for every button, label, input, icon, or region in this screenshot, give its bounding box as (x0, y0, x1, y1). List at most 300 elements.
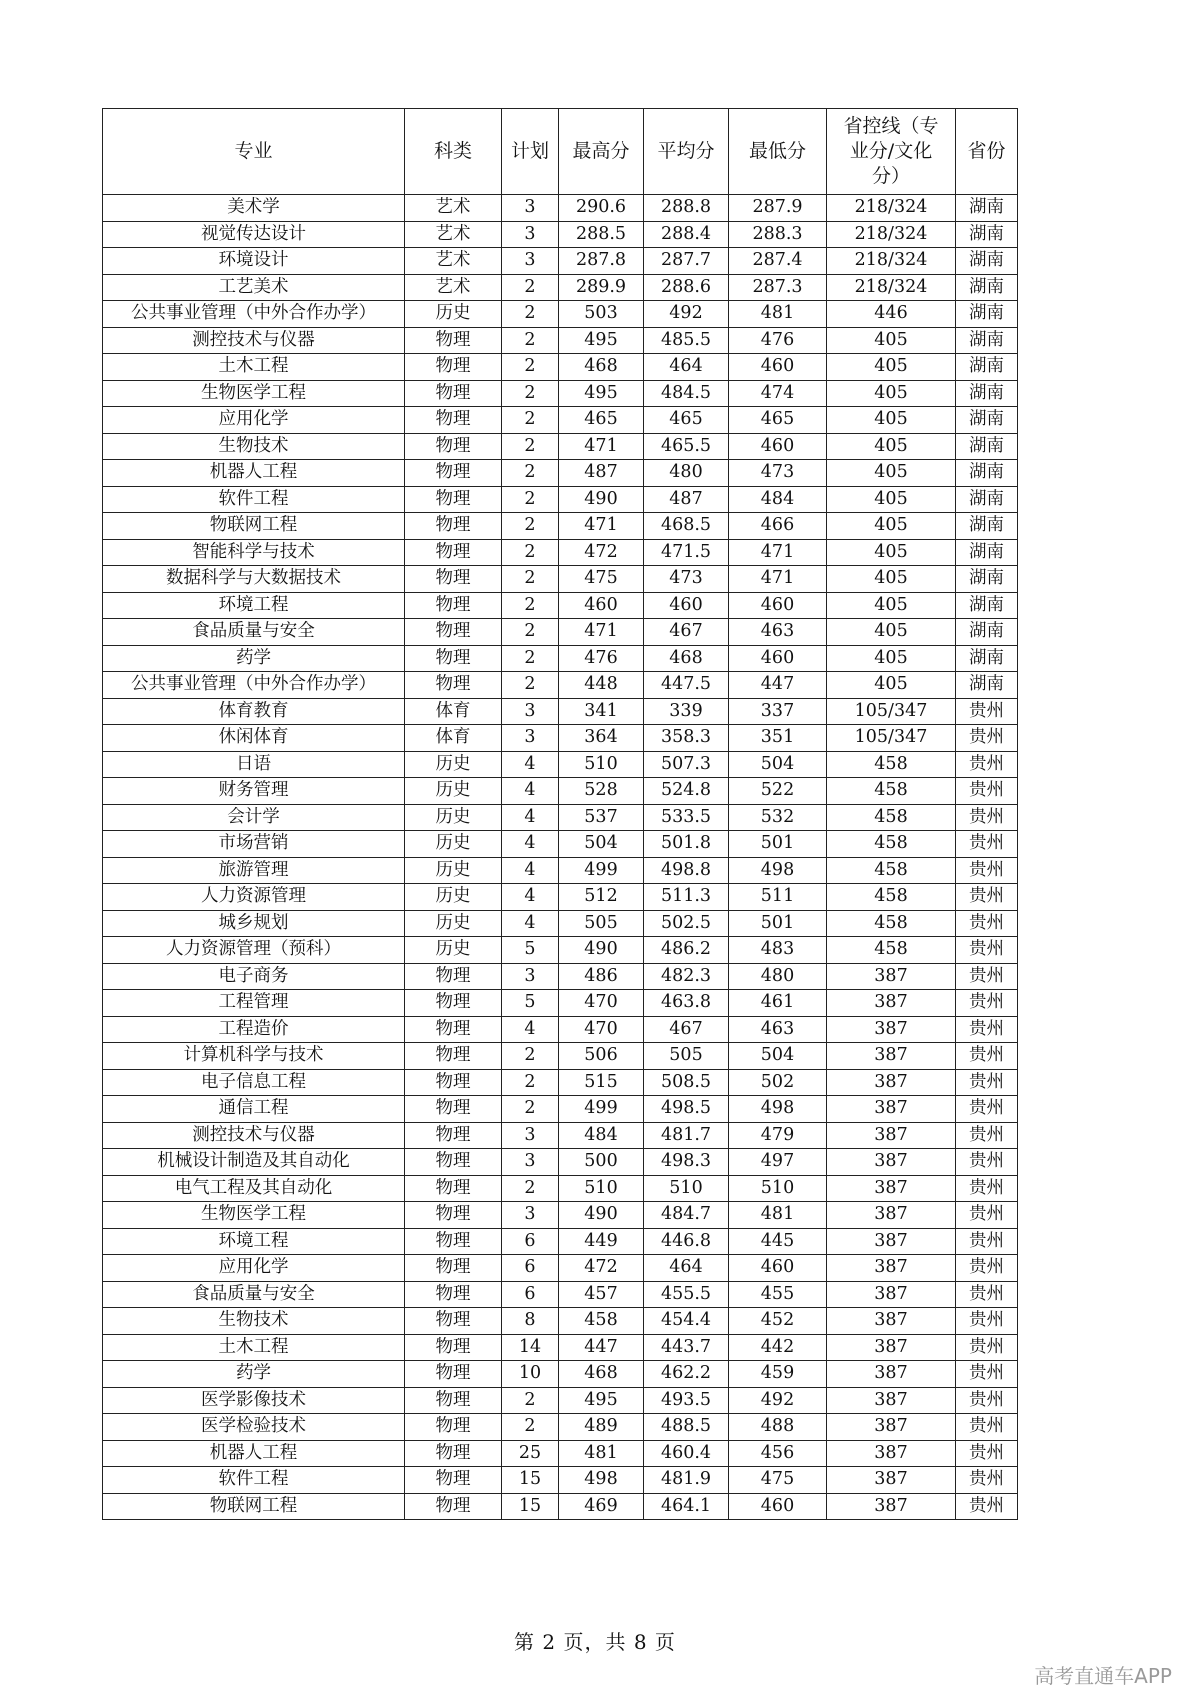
cell-control-line: 387 (827, 1096, 956, 1123)
cell-province: 贵州 (956, 1122, 1018, 1149)
cell-avg-score: 467 (644, 1016, 729, 1043)
cell-max-score: 470 (559, 990, 644, 1017)
cell-max-score: 468 (559, 354, 644, 381)
cell-avg-score: 481.9 (644, 1467, 729, 1494)
cell-max-score: 499 (559, 1096, 644, 1123)
cell-min-score: 460 (729, 645, 827, 672)
table-row (103, 990, 1018, 1017)
cell-control-line: 458 (827, 857, 956, 884)
cell-major: 电子商务 (103, 963, 405, 990)
table-row (103, 380, 1018, 407)
cell-plan: 4 (502, 884, 559, 911)
cell-plan: 3 (502, 1202, 559, 1229)
cell-control-line: 405 (827, 645, 956, 672)
cell-plan: 2 (502, 354, 559, 381)
cell-province: 贵州 (956, 1467, 1018, 1494)
table-row (103, 539, 1018, 566)
cell-plan: 2 (502, 301, 559, 328)
cell-province: 湖南 (956, 566, 1018, 593)
cell-plan: 2 (502, 433, 559, 460)
cell-province: 湖南 (956, 592, 1018, 619)
cell-category: 物理 (405, 1493, 502, 1520)
cell-min-score: 287.9 (729, 195, 827, 222)
cell-min-score: 501 (729, 831, 827, 858)
cell-min-score: 501 (729, 910, 827, 937)
cell-control-line: 387 (827, 1255, 956, 1282)
cell-min-score: 476 (729, 327, 827, 354)
cell-min-score: 288.3 (729, 221, 827, 248)
cell-major: 电气工程及其自动化 (103, 1175, 405, 1202)
table-row (103, 725, 1018, 752)
cell-major: 药学 (103, 1361, 405, 1388)
cell-max-score: 528 (559, 778, 644, 805)
cell-plan: 3 (502, 725, 559, 752)
cell-max-score: 537 (559, 804, 644, 831)
cell-control-line: 405 (827, 460, 956, 487)
cell-min-score: 492 (729, 1387, 827, 1414)
cell-plan: 4 (502, 831, 559, 858)
cell-min-score: 510 (729, 1175, 827, 1202)
cell-major: 环境工程 (103, 1228, 405, 1255)
cell-plan: 2 (502, 592, 559, 619)
cell-plan: 3 (502, 221, 559, 248)
cell-plan: 4 (502, 751, 559, 778)
cell-max-score: 481 (559, 1440, 644, 1467)
cell-major: 智能科学与技术 (103, 539, 405, 566)
cell-major: 医学检验技术 (103, 1414, 405, 1441)
cell-control-line: 458 (827, 910, 956, 937)
cell-major: 公共事业管理（中外合作办学） (103, 672, 405, 699)
cell-control-line: 387 (827, 1016, 956, 1043)
cell-min-score: 488 (729, 1414, 827, 1441)
cell-avg-score: 533.5 (644, 804, 729, 831)
cell-max-score: 289.9 (559, 274, 644, 301)
cell-avg-score: 358.3 (644, 725, 729, 752)
cell-category: 物理 (405, 407, 502, 434)
table-row (103, 274, 1018, 301)
cell-control-line: 405 (827, 539, 956, 566)
cell-avg-score: 505 (644, 1043, 729, 1070)
cell-province: 贵州 (956, 1255, 1018, 1282)
cell-major: 人力资源管理 (103, 884, 405, 911)
cell-max-score: 489 (559, 1414, 644, 1441)
cell-avg-score: 502.5 (644, 910, 729, 937)
cell-province: 贵州 (956, 1149, 1018, 1176)
cell-min-score: 479 (729, 1122, 827, 1149)
cell-avg-score: 486.2 (644, 937, 729, 964)
cell-category: 物理 (405, 645, 502, 672)
table-row (103, 857, 1018, 884)
cell-control-line: 458 (827, 804, 956, 831)
table-row (103, 645, 1018, 672)
table-row (103, 831, 1018, 858)
cell-province: 湖南 (956, 248, 1018, 275)
cell-plan: 2 (502, 1387, 559, 1414)
cell-province: 贵州 (956, 857, 1018, 884)
cell-major: 应用化学 (103, 407, 405, 434)
cell-control-line: 387 (827, 1414, 956, 1441)
cell-major: 食品质量与安全 (103, 619, 405, 646)
cell-category: 艺术 (405, 248, 502, 275)
cell-category: 艺术 (405, 274, 502, 301)
cell-category: 物理 (405, 1122, 502, 1149)
cell-plan: 3 (502, 195, 559, 222)
cell-province: 湖南 (956, 539, 1018, 566)
cell-province: 贵州 (956, 804, 1018, 831)
table-row (103, 1069, 1018, 1096)
cell-major: 机械设计制造及其自动化 (103, 1149, 405, 1176)
cell-min-score: 287.3 (729, 274, 827, 301)
cell-control-line: 387 (827, 1281, 956, 1308)
table-row (103, 592, 1018, 619)
cell-category: 历史 (405, 831, 502, 858)
cell-control-line: 387 (827, 1122, 956, 1149)
cell-category: 物理 (405, 486, 502, 513)
cell-province: 湖南 (956, 301, 1018, 328)
cell-min-score: 337 (729, 698, 827, 725)
cell-max-score: 460 (559, 592, 644, 619)
cell-category: 历史 (405, 301, 502, 328)
cell-control-line: 387 (827, 963, 956, 990)
cell-control-line: 405 (827, 407, 956, 434)
cell-max-score: 487 (559, 460, 644, 487)
cell-category: 物理 (405, 1175, 502, 1202)
cell-min-score: 287.4 (729, 248, 827, 275)
cell-plan: 2 (502, 327, 559, 354)
cell-province: 湖南 (956, 195, 1018, 222)
cell-min-score: 474 (729, 380, 827, 407)
cell-category: 物理 (405, 1096, 502, 1123)
cell-province: 湖南 (956, 407, 1018, 434)
cell-major: 市场营销 (103, 831, 405, 858)
cell-control-line: 387 (827, 1308, 956, 1335)
cell-control-line: 405 (827, 592, 956, 619)
cell-plan: 6 (502, 1255, 559, 1282)
cell-category: 历史 (405, 910, 502, 937)
cell-avg-score: 487 (644, 486, 729, 513)
table-row (103, 327, 1018, 354)
cell-min-score: 442 (729, 1334, 827, 1361)
cell-major: 休闲体育 (103, 725, 405, 752)
cell-plan: 3 (502, 1122, 559, 1149)
cell-avg-score: 493.5 (644, 1387, 729, 1414)
table-row (103, 1175, 1018, 1202)
cell-max-score: 503 (559, 301, 644, 328)
cell-province: 贵州 (956, 698, 1018, 725)
cell-avg-score: 484.7 (644, 1202, 729, 1229)
cell-major: 通信工程 (103, 1096, 405, 1123)
cell-avg-score: 463.8 (644, 990, 729, 1017)
cell-category: 物理 (405, 1069, 502, 1096)
table-row (103, 460, 1018, 487)
cell-province: 贵州 (956, 751, 1018, 778)
cell-province: 湖南 (956, 645, 1018, 672)
cell-min-score: 445 (729, 1228, 827, 1255)
cell-plan: 2 (502, 1175, 559, 1202)
cell-avg-score: 288.8 (644, 195, 729, 222)
table-row (103, 1414, 1018, 1441)
cell-avg-score: 462.2 (644, 1361, 729, 1388)
cell-category: 艺术 (405, 221, 502, 248)
cell-control-line: 458 (827, 831, 956, 858)
cell-province: 贵州 (956, 1202, 1018, 1229)
cell-category: 物理 (405, 1255, 502, 1282)
cell-avg-score: 460.4 (644, 1440, 729, 1467)
cell-category: 物理 (405, 1281, 502, 1308)
cell-category: 物理 (405, 354, 502, 381)
cell-min-score: 461 (729, 990, 827, 1017)
cell-min-score: 481 (729, 301, 827, 328)
cell-control-line: 387 (827, 1361, 956, 1388)
table-row (103, 1096, 1018, 1123)
header-control-line: 省控线（专业分/文化分） (827, 109, 956, 195)
watermark: 高考直通车APP (1034, 1664, 1172, 1688)
table-row (103, 513, 1018, 540)
table-row (103, 1361, 1018, 1388)
cell-major: 软件工程 (103, 1467, 405, 1494)
cell-plan: 4 (502, 778, 559, 805)
cell-province: 湖南 (956, 380, 1018, 407)
cell-max-score: 458 (559, 1308, 644, 1335)
table-row (103, 751, 1018, 778)
cell-max-score: 472 (559, 539, 644, 566)
cell-major: 人力资源管理（预科） (103, 937, 405, 964)
cell-avg-score: 468.5 (644, 513, 729, 540)
table-row (103, 672, 1018, 699)
cell-avg-score: 465.5 (644, 433, 729, 460)
cell-min-score: 460 (729, 592, 827, 619)
cell-control-line: 405 (827, 380, 956, 407)
cell-control-line: 446 (827, 301, 956, 328)
cell-avg-score: 446.8 (644, 1228, 729, 1255)
cell-major: 生物医学工程 (103, 380, 405, 407)
cell-plan: 8 (502, 1308, 559, 1335)
cell-plan: 2 (502, 486, 559, 513)
cell-max-score: 484 (559, 1122, 644, 1149)
cell-avg-score: 468 (644, 645, 729, 672)
cell-category: 物理 (405, 619, 502, 646)
cell-max-score: 510 (559, 1175, 644, 1202)
table-row (103, 433, 1018, 460)
cell-province: 贵州 (956, 1043, 1018, 1070)
cell-max-score: 510 (559, 751, 644, 778)
cell-max-score: 469 (559, 1493, 644, 1520)
cell-control-line: 387 (827, 1149, 956, 1176)
cell-major: 机器人工程 (103, 460, 405, 487)
cell-plan: 6 (502, 1281, 559, 1308)
cell-plan: 6 (502, 1228, 559, 1255)
cell-major: 工程管理 (103, 990, 405, 1017)
cell-control-line: 405 (827, 619, 956, 646)
cell-major: 环境工程 (103, 592, 405, 619)
table-row (103, 1202, 1018, 1229)
cell-min-score: 502 (729, 1069, 827, 1096)
cell-min-score: 460 (729, 1493, 827, 1520)
cell-max-score: 512 (559, 884, 644, 911)
cell-major: 物联网工程 (103, 1493, 405, 1520)
cell-max-score: 341 (559, 698, 644, 725)
table-row (103, 195, 1018, 222)
table-row (103, 963, 1018, 990)
table-row (103, 778, 1018, 805)
cell-plan: 2 (502, 513, 559, 540)
table-row (103, 486, 1018, 513)
cell-major: 医学影像技术 (103, 1387, 405, 1414)
cell-category: 物理 (405, 1202, 502, 1229)
cell-major: 土木工程 (103, 1334, 405, 1361)
cell-province: 湖南 (956, 327, 1018, 354)
cell-plan: 3 (502, 698, 559, 725)
cell-plan: 2 (502, 1069, 559, 1096)
cell-max-score: 449 (559, 1228, 644, 1255)
cell-max-score: 448 (559, 672, 644, 699)
cell-plan: 15 (502, 1493, 559, 1520)
cell-min-score: 351 (729, 725, 827, 752)
cell-plan: 2 (502, 1043, 559, 1070)
table-row (103, 1228, 1018, 1255)
cell-control-line: 387 (827, 1467, 956, 1494)
cell-major: 应用化学 (103, 1255, 405, 1282)
cell-province: 湖南 (956, 513, 1018, 540)
cell-category: 艺术 (405, 195, 502, 222)
cell-plan: 4 (502, 804, 559, 831)
cell-plan: 2 (502, 645, 559, 672)
cell-avg-score: 492 (644, 301, 729, 328)
table-row (103, 1043, 1018, 1070)
cell-min-score: 498 (729, 857, 827, 884)
cell-avg-score: 287.7 (644, 248, 729, 275)
cell-plan: 2 (502, 407, 559, 434)
cell-control-line: 405 (827, 433, 956, 460)
cell-major: 软件工程 (103, 486, 405, 513)
cell-plan: 3 (502, 248, 559, 275)
cell-province: 贵州 (956, 884, 1018, 911)
cell-control-line: 458 (827, 937, 956, 964)
cell-major: 生物医学工程 (103, 1202, 405, 1229)
cell-plan: 2 (502, 672, 559, 699)
cell-category: 物理 (405, 1414, 502, 1441)
cell-min-score: 460 (729, 1255, 827, 1282)
cell-major: 机器人工程 (103, 1440, 405, 1467)
cell-control-line: 218/324 (827, 274, 956, 301)
table-row (103, 1122, 1018, 1149)
cell-plan: 2 (502, 380, 559, 407)
cell-min-score: 459 (729, 1361, 827, 1388)
cell-max-score: 500 (559, 1149, 644, 1176)
cell-plan: 3 (502, 963, 559, 990)
cell-control-line: 387 (827, 990, 956, 1017)
cell-max-score: 457 (559, 1281, 644, 1308)
page-footer: 第 2 页，共 8 页 (514, 1630, 676, 1654)
cell-max-score: 364 (559, 725, 644, 752)
cell-min-score: 475 (729, 1467, 827, 1494)
cell-plan: 2 (502, 539, 559, 566)
cell-province: 贵州 (956, 725, 1018, 752)
cell-max-score: 475 (559, 566, 644, 593)
table-row (103, 1493, 1018, 1520)
score-table (102, 108, 1018, 1520)
cell-min-score: 471 (729, 566, 827, 593)
cell-province: 贵州 (956, 778, 1018, 805)
cell-max-score: 288.5 (559, 221, 644, 248)
cell-province: 贵州 (956, 1228, 1018, 1255)
table-row (103, 1440, 1018, 1467)
cell-province: 湖南 (956, 354, 1018, 381)
cell-control-line: 458 (827, 778, 956, 805)
cell-max-score: 495 (559, 1387, 644, 1414)
table-row (103, 1016, 1018, 1043)
cell-category: 物理 (405, 1149, 502, 1176)
cell-category: 历史 (405, 884, 502, 911)
cell-min-score: 511 (729, 884, 827, 911)
cell-control-line: 105/347 (827, 698, 956, 725)
cell-province: 湖南 (956, 433, 1018, 460)
cell-avg-score: 484.5 (644, 380, 729, 407)
cell-avg-score: 464 (644, 354, 729, 381)
table-row (103, 1334, 1018, 1361)
cell-max-score: 490 (559, 486, 644, 513)
cell-avg-score: 498.3 (644, 1149, 729, 1176)
cell-control-line: 405 (827, 354, 956, 381)
cell-category: 物理 (405, 592, 502, 619)
cell-province: 贵州 (956, 1334, 1018, 1361)
cell-major: 财务管理 (103, 778, 405, 805)
cell-avg-score: 464.1 (644, 1493, 729, 1520)
cell-min-score: 456 (729, 1440, 827, 1467)
table-row (103, 301, 1018, 328)
cell-avg-score: 507.3 (644, 751, 729, 778)
table-body (103, 195, 1018, 1520)
cell-avg-score: 488.5 (644, 1414, 729, 1441)
cell-province: 贵州 (956, 1440, 1018, 1467)
table-row (103, 248, 1018, 275)
cell-category: 历史 (405, 804, 502, 831)
header-plan: 计划 (502, 109, 559, 195)
cell-control-line: 405 (827, 486, 956, 513)
cell-max-score: 490 (559, 1202, 644, 1229)
header-province: 省份 (956, 109, 1018, 195)
cell-min-score: 463 (729, 619, 827, 646)
cell-avg-score: 480 (644, 460, 729, 487)
cell-max-score: 505 (559, 910, 644, 937)
cell-min-score: 471 (729, 539, 827, 566)
cell-province: 贵州 (956, 937, 1018, 964)
cell-min-score: 532 (729, 804, 827, 831)
cell-max-score: 468 (559, 1361, 644, 1388)
cell-min-score: 473 (729, 460, 827, 487)
cell-max-score: 495 (559, 327, 644, 354)
cell-province: 湖南 (956, 460, 1018, 487)
cell-min-score: 483 (729, 937, 827, 964)
cell-control-line: 405 (827, 672, 956, 699)
cell-avg-score: 467 (644, 619, 729, 646)
cell-control-line: 405 (827, 513, 956, 540)
header-category: 科类 (405, 109, 502, 195)
cell-control-line: 387 (827, 1493, 956, 1520)
cell-max-score: 290.6 (559, 195, 644, 222)
cell-plan: 14 (502, 1334, 559, 1361)
cell-major: 测控技术与仪器 (103, 327, 405, 354)
cell-control-line: 405 (827, 327, 956, 354)
cell-category: 物理 (405, 433, 502, 460)
cell-plan: 15 (502, 1467, 559, 1494)
cell-min-score: 522 (729, 778, 827, 805)
cell-plan: 2 (502, 460, 559, 487)
cell-avg-score: 524.8 (644, 778, 729, 805)
cell-avg-score: 485.5 (644, 327, 729, 354)
cell-control-line: 458 (827, 884, 956, 911)
table-row (103, 354, 1018, 381)
